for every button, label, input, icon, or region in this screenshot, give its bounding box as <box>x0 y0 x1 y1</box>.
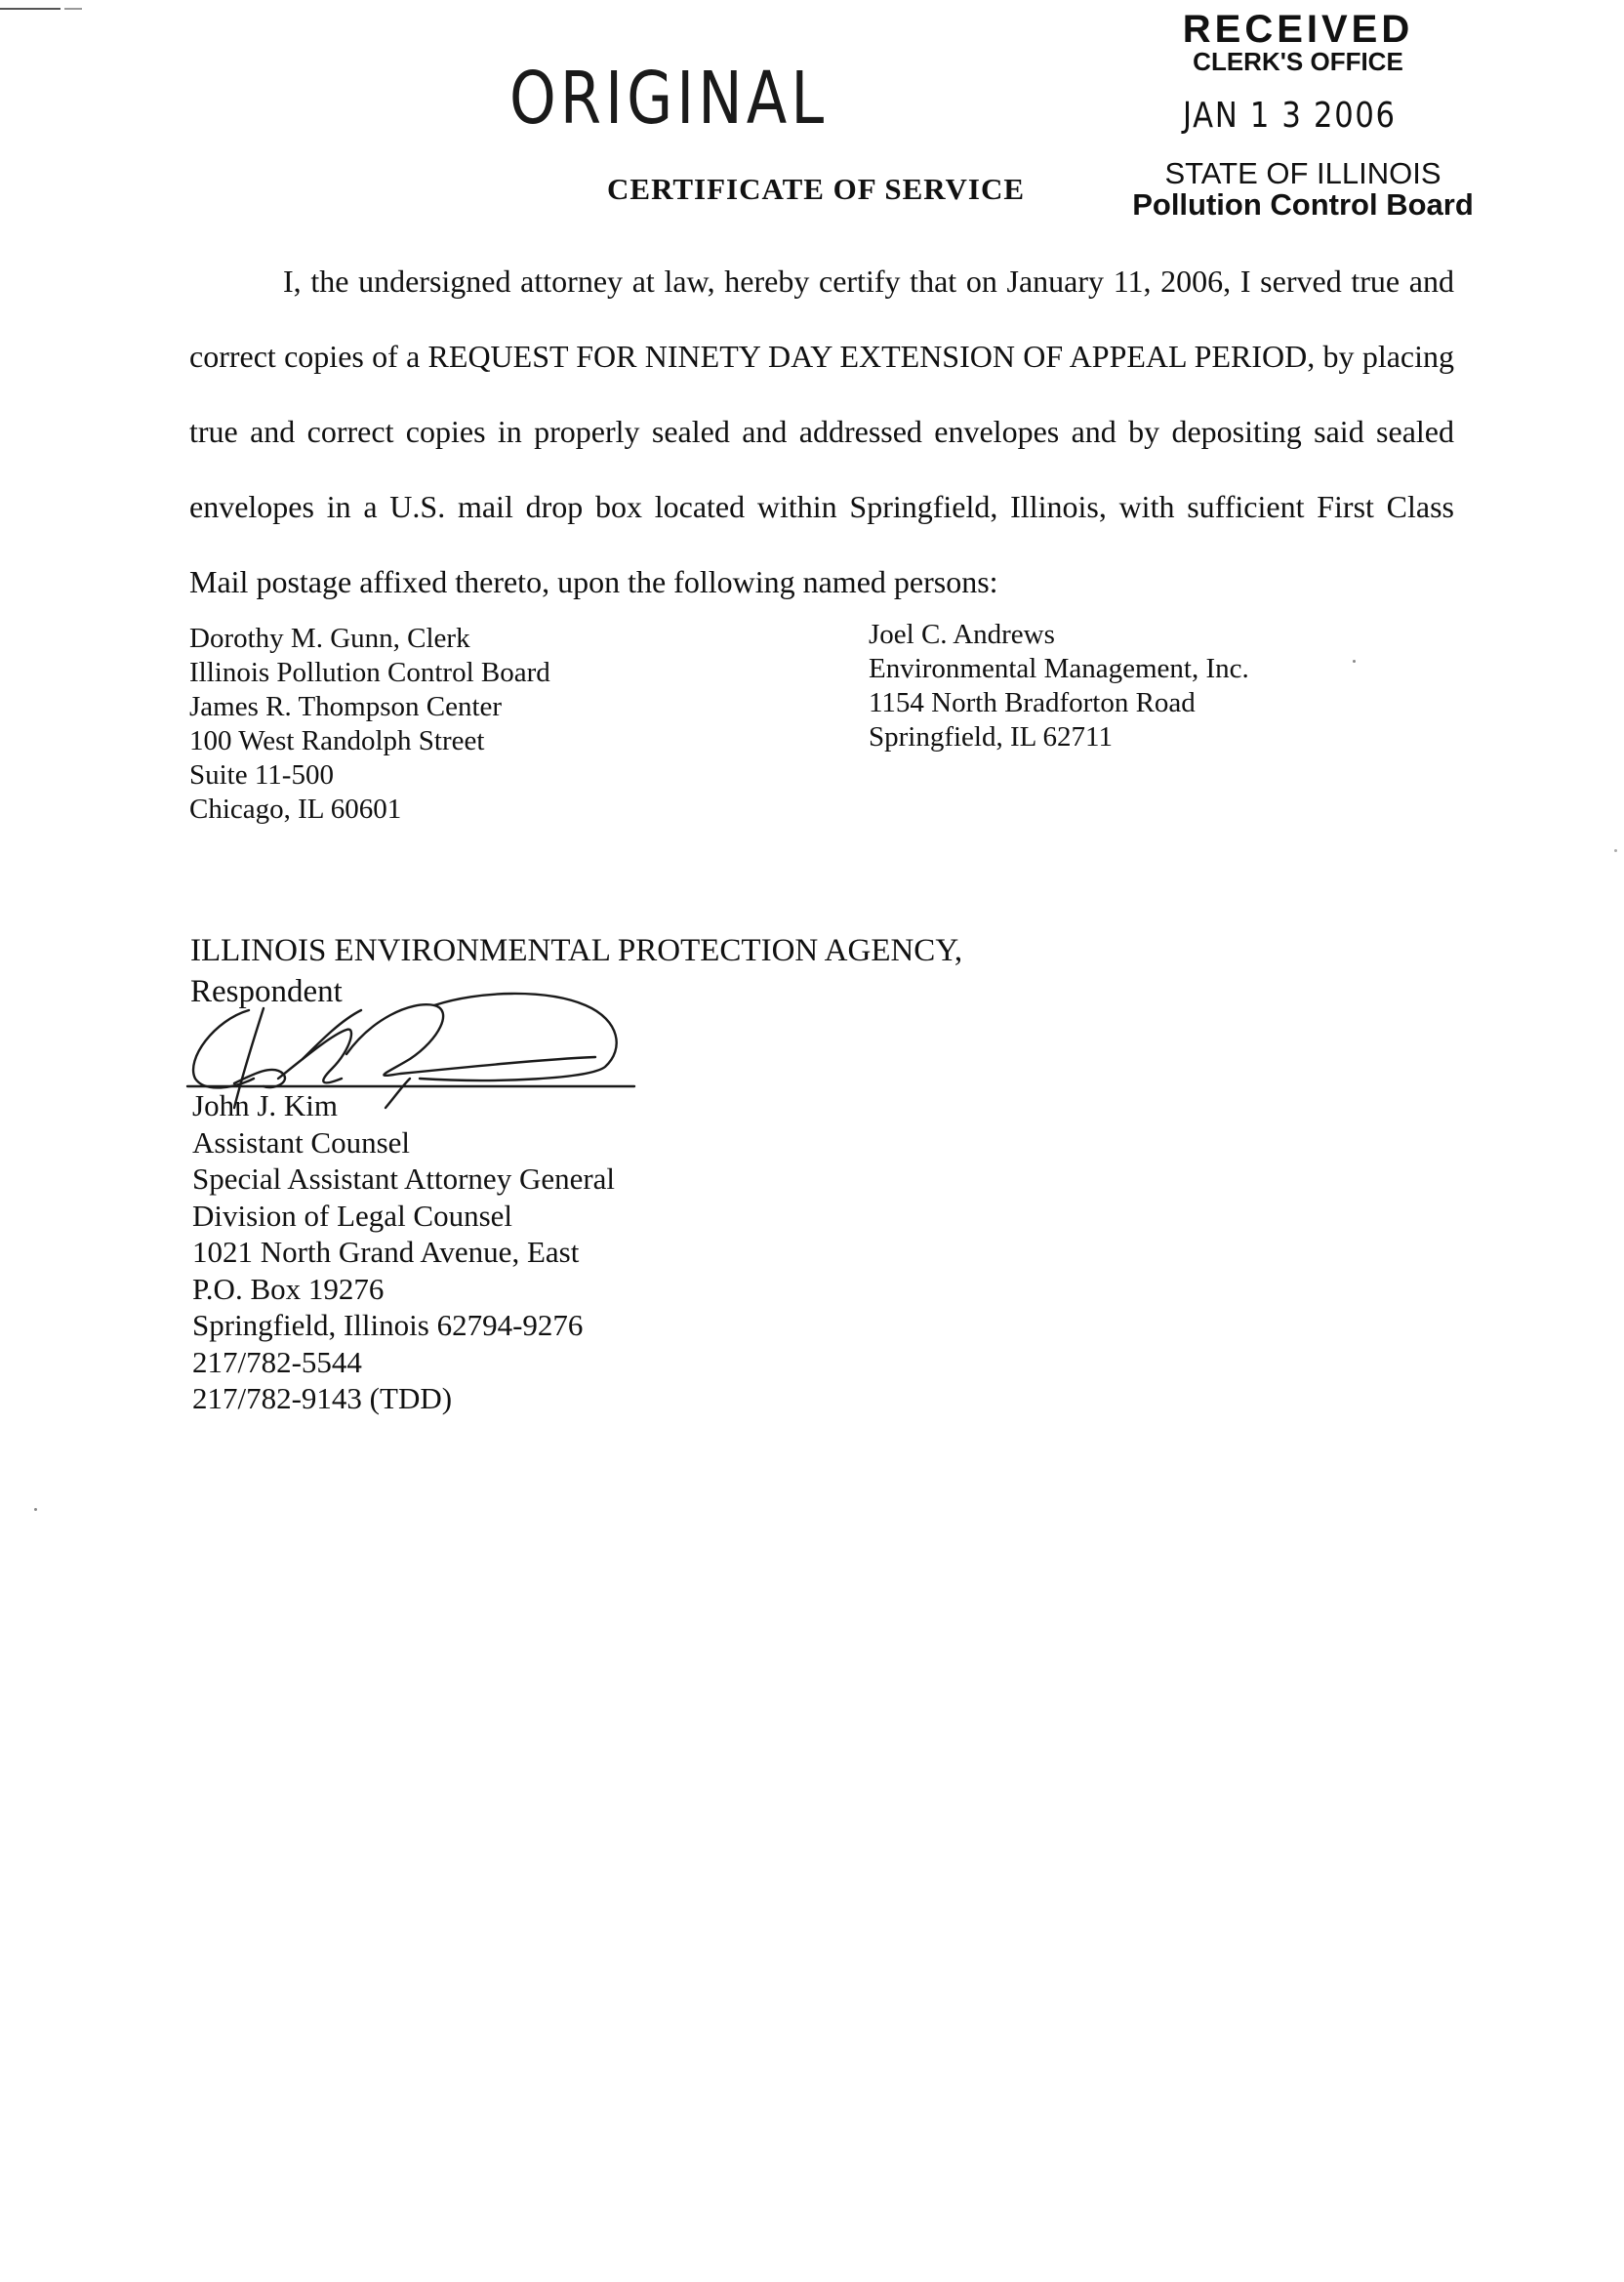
recipient-address-left <box>189 622 550 827</box>
signatory-address-line: 1021 North Grand Avenue, East <box>192 1235 580 1269</box>
address-line: 100 West Randolph Street <box>189 725 485 756</box>
signatory-phone: 217/782-5544 <box>192 1344 362 1379</box>
signatory-address-line: Springfield, Illinois 62794-9276 <box>192 1308 584 1342</box>
signatory-division: Division of Legal Counsel <box>192 1198 513 1233</box>
received-date: JAN 1 3 2006 <box>1183 96 1397 136</box>
address-line: Illinois Pollution Control Board <box>189 657 550 688</box>
agency-name: ILLINOIS ENVIRONMENTAL PROTECTION AGENCY, <box>190 933 963 968</box>
address-line: Environmental Management, Inc. <box>869 653 1249 684</box>
document-title: CERTIFICATE OF SERVICE <box>607 172 1026 206</box>
address-line: James R. Thompson Center <box>189 691 503 722</box>
certification-paragraph: I, the undersigned attorney at law, hereby certify that on January 11, 2006, I served true and correct copies of a REQUEST FOR NINETY DAY EXTENSION OF APPEAL PERIOD, by placing true and correct copies in properly sealed and addressed envelopes and by depositing said sealed envelopes in a U.S. mail drop box located within Springfield, Illinois, with sufficient First Class Mail postage affixed thereto, upon the following named persons: <box>189 264 1454 599</box>
scan-speck <box>1353 660 1356 663</box>
signatory-name: John J. Kim <box>192 1088 338 1122</box>
signatory-address-line: P.O. Box 19276 <box>192 1271 385 1306</box>
scan-artifact <box>64 8 82 10</box>
received-office: CLERK'S OFFICE <box>1193 47 1403 76</box>
address-line: Suite 11-500 <box>189 759 334 791</box>
address-line: 1154 North Bradforton Road <box>869 687 1196 718</box>
recipient-address-right <box>869 618 1249 754</box>
received-title: RECEIVED <box>1182 8 1414 51</box>
respondent-label: Respondent <box>190 974 343 1009</box>
signatory-block <box>192 1087 615 1417</box>
received-stamp <box>1122 10 1474 76</box>
received-state-block <box>1132 158 1474 221</box>
received-state: STATE OF ILLINOIS <box>1164 156 1441 190</box>
scan-artifact <box>0 8 61 10</box>
address-line: Chicago, IL 60601 <box>189 794 402 825</box>
address-line: Springfield, IL 62711 <box>869 721 1113 753</box>
signatory-tdd: 217/782-9143 (TDD) <box>192 1381 453 1415</box>
address-line: Dorothy M. Gunn, Clerk <box>189 623 470 654</box>
scan-speck <box>34 1508 37 1511</box>
signatory-title: Special Assistant Attorney General <box>192 1161 616 1196</box>
scan-speck <box>1614 849 1617 852</box>
signatory-title: Assistant Counsel <box>192 1124 411 1160</box>
address-line: Joel C. Andrews <box>869 619 1055 650</box>
original-stamp: ORIGINAL <box>509 57 829 141</box>
received-board: Pollution Control Board <box>1132 187 1474 222</box>
